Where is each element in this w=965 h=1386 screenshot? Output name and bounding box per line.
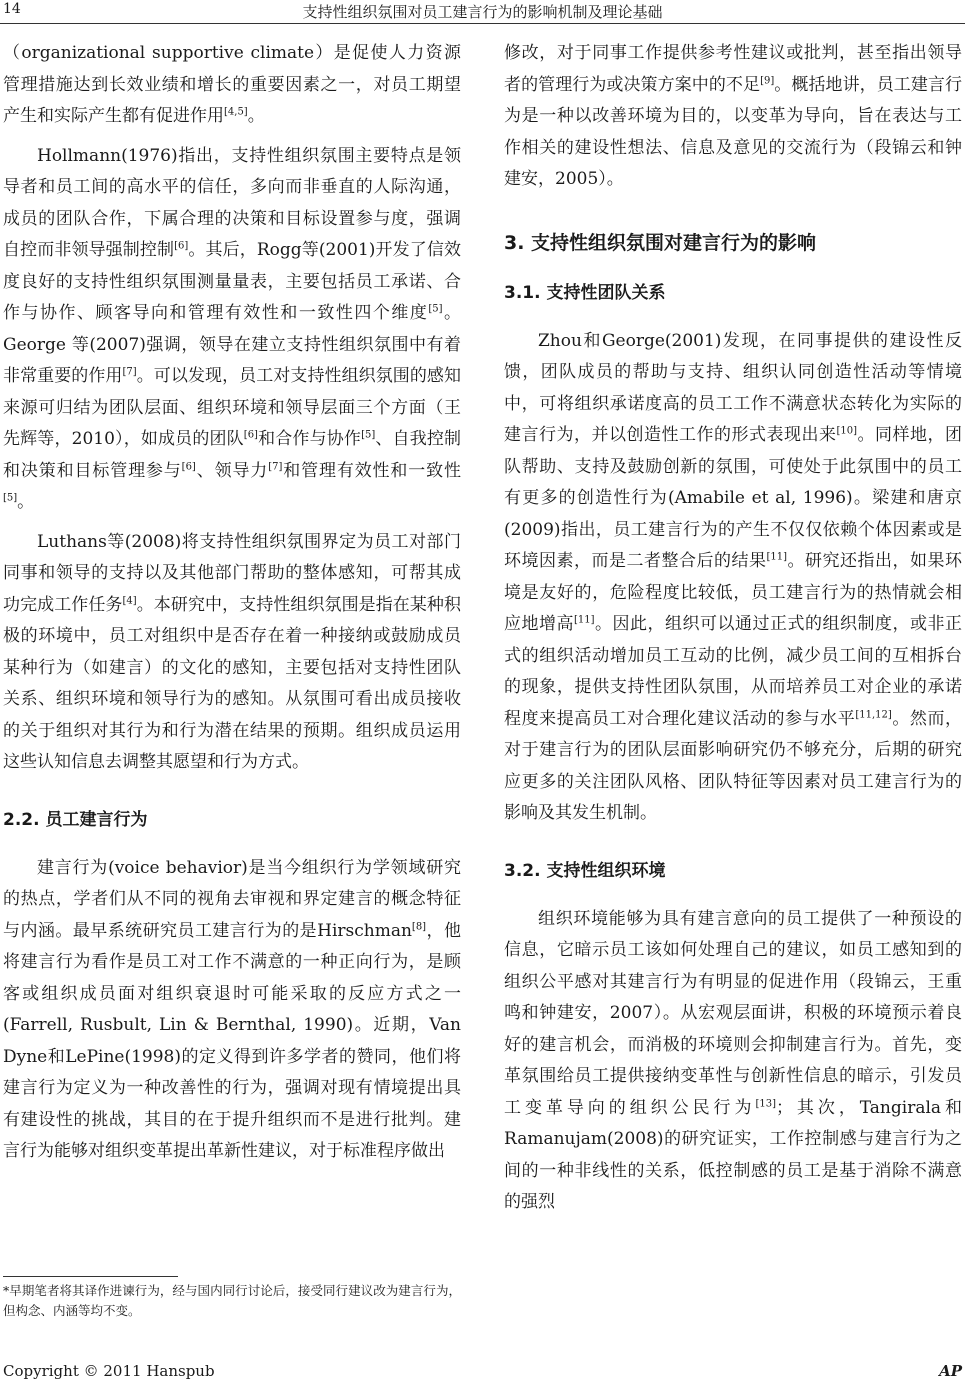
citation: [4,5] [224,106,248,118]
paragraph-org-environment: 组织环境能够为具有建言意向的员工提供了一种预设的信息，它暗示员工该如何处理自己的建议，如员工感知到的组织公平感对其建言行为有明显的促进作用（段锦云，王重鸣和钟建安，2007）。从宏观层面讲，积极的环境预示着良好的建言机会，而消极的环境则会抑制建言行为。首先，变革氛围给员工提供接纳变革性与创新性信息的暗示，引发员工变革导向的组织公民行为[13]；其次，Tangirala和Ramanujam(2008)的研究证实，工作控制感与建言行为之间的一种非线性的关系，低控制感的员工是基于消除不满意的强烈 [504,908,962,1212]
paragraph-team-relations: Zhou和George(2001)发现，在同事提供的建设性反馈，团队成员的帮助与支持、组织认同创造性活动等情境中，可将组织承诺度高的员工工作不满意状态转化为实际的建言行为，并以创造性工作的形式表现出来[10]。同样地，团队帮助、支持及鼓励创新的氛围，可使处于此氛围中的员工有更多的创造性行为(Amabile et al, 1996)。梁建和唐京(2009)指出，员工建言行为的产生不仅仅依赖个体因素或是环境因素，而是二者整合后的结果[11]。研究还指出，如果环境是友好的，危险程度比较低，员工建言行为的热情就会相应地增高[11]。因此，组织可以通过正式的组织制度，或非正式的组织活动增加员工互动的比例，减少员工间的互相拆台的现象，提供支持性团队氛围，从而培养员工对企业的承诺程度来提高员工对合理化建议活动的参与水平[11,12]。然而，对于建言行为的团队层面影响研究仍不够充分，后期的研究应更多的关注团队风格、团队特征等因素对员工建言行为的影响及其发生机制。 [504,330,963,823]
footnote: *早期笔者将其译作进谏行为，经与国内同行讨论后，接受同行建议改为建言行为，但构念、内涵等均不变。 [3,1283,461,1318]
citation: [5] [3,492,18,504]
citation: [9] [760,74,775,86]
citation: [4] [122,594,137,606]
citation: [5] [428,303,443,315]
section-heading-2-2: 2.2. 员工建言行为 [3,809,148,830]
citation: [13] [755,1097,776,1109]
citation: [8] [411,920,427,932]
citation: [11,12] [855,708,892,720]
journal-abbreviation: AP [939,1362,962,1380]
section-heading-3: 3. 支持性组织氛围对建言行为的影响 [504,231,817,254]
citation: [6] [243,429,258,441]
right-column [504,38,962,1219]
section-heading-3-1: 3.1. 支持性团队关系 [504,282,666,303]
citation: [11] [574,614,595,626]
citation: [6] [174,240,189,252]
paragraph-climate-intro: （organizational supportive climate）是促使人力资源管理措施达到长效业绩和增长的重要因素之一，对员工期望产生和实际产生都有促进作用[4,5]。 [3,43,461,126]
citation: [11] [766,551,788,563]
running-title: 支持性组织氛围对员工建言行为的影响机制及理论基础 [302,3,663,21]
citation: [7] [122,366,137,378]
paragraph-voice-continued: 修改，对于同事工作提供参考性建议或批判，甚至指出领导者的管理行为或决策方案中的不足[9]。概括地讲，员工建言行为是一种以改善环境为目的，以变革为导向，旨在表达与工作相关的建设性想法、信息及意见的交流行为（段锦云和钟建安，2005）。 [504,43,963,189]
paragraph-voice-behavior: 建言行为(voice behavior)是当今组织行为学领域研究的热点，学者们从不同的视角去审视和界定建言的概念特征与内涵。最早系统研究员工建言行为的是Hirschman[8]，他将建言行为看作是员工对工作不满意的一种正向行为，是顾客或组织成员面对组织衰退时可能采取的反应方式之一(Farrell, Rusbult, Lin & Bernthal, 1990)。近期，Van Dyne和LePine(1998)的定义得到许多学者的赞同，他们将建言行为定义为一种改善性的行为，强调对现有情境提出具有建设性的挑战，其目的在于提升组织而不是进行批判。建言行为能够对组织变革提出革新性建议，对于标准程序做出 [3,857,461,1161]
paragraph-luthans: Luthans等(2008)将支持性组织氛围界定为员工对部门同事和领导的支持以及其他部门帮助的整体感知，可帮其成功完成工作任务[4]。本研究中，支持性组织氛围是指在某种积极的环境中，员工对组织中是否存在着一种接纳或鼓励成员某种行为（如建言）的文化的感知，主要包括对支持性团队关系、组织环境和领导行为的感知。从氛围可看出成员接收的关于组织对其行为和行为潜在结果的预期。组织成员运用这些认知信息去调整其愿望和行为方式。 [3,531,462,772]
paragraph-hollmann: Hollmann(1976)指出，支持性组织氛围主要特点是领导者和员工间的高水平的信任，多向而非垂直的人际沟通，成员的团队合作，下属合理的决策和目标设置参与度，强调自控而非领导强制控制[6]。其后，Rogg等(2001)开发了信效度良好的支持性组织氛围测量量表，主要包括员工承诺、合作与协作、顾客导向和管理有效性和一致性四个维度[5]。George 等(2007)强调，领导在建立支持性组织氛围中有着非常重要的作用[7]。可以发现，员工对支持性组织氛围的感知来源可归结为团队层面、组织环境和领导层面三个方面（王先辉等，2010），如成员的团队[6]和合作与协作[5]、自我控制和决策和目标管理参与[6]、领导力[7]和管理有效性和一致性[5]。 [3,145,462,512]
left-column [3,38,461,1168]
citation: [10] [836,425,858,437]
copyright-text: Copyright © 2011 Hanspub [3,1362,215,1380]
page-header [0,0,965,22]
footnote-rule [3,1276,178,1277]
citation: [5] [361,429,376,441]
section-heading-3-2: 3.2. 支持性组织环境 [504,860,666,881]
page-footer [0,1360,965,1382]
citation: [6] [181,460,196,472]
page-number: 14 [3,1,21,17]
header-rule [0,23,965,24]
citation: [7] [268,460,283,472]
